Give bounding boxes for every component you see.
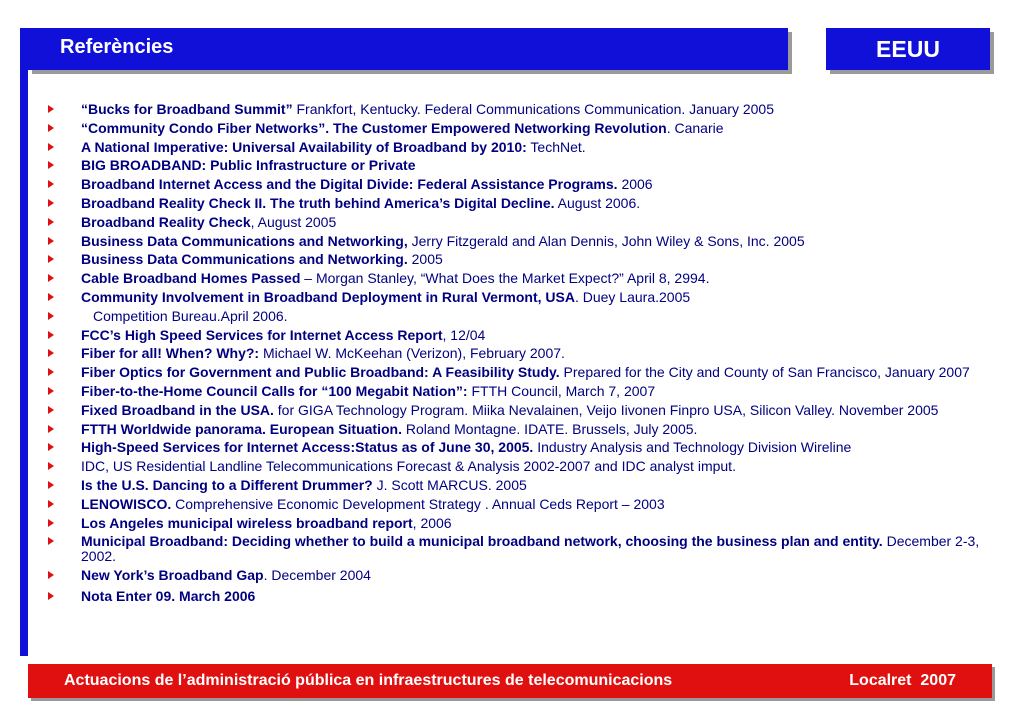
- footer-banner: [28, 664, 992, 698]
- list-item: Fixed Broadband in the USA. for GIGA Technology Program. Miika Nevalainen, Veijo Iivonen Finpro USA, Silicon Valley. November 2005: [48, 403, 998, 418]
- list-item: Fiber Optics for Government and Public Broadband: A Feasibility Study. Prepared for the City and County of San Francisco, January 2007: [48, 365, 998, 380]
- bullet-arrow-icon: [48, 537, 54, 545]
- list-item: High-Speed Services for Internet Access:Status as of June 30, 2005. Industry Analysis and Technology Division Wireline: [48, 440, 998, 455]
- bullet-arrow-icon: [48, 443, 54, 451]
- list-item: Nota Enter 09. March 2006: [48, 589, 998, 604]
- bullet-arrow-icon: [48, 331, 54, 339]
- bullet-arrow-icon: [48, 500, 54, 508]
- list-item: Competition Bureau.April 2006.: [48, 309, 998, 324]
- bullet-arrow-icon: [48, 143, 54, 151]
- bullet-arrow-icon: [48, 237, 54, 245]
- bullet-arrow-icon: [48, 199, 54, 207]
- bullet-arrow-icon: [48, 519, 54, 527]
- list-item: FTTH Worldwide panorama. European Situation. Roland Montagne. IDATE. Brussels, July 2005.: [48, 422, 998, 437]
- bullet-arrow-icon: [48, 105, 54, 113]
- list-item: Business Data Communications and Networking. 2005: [48, 252, 998, 267]
- list-item: Is the U.S. Dancing to a Different Drummer? J. Scott MARCUS. 2005: [48, 478, 998, 493]
- bullet-arrow-icon: [48, 592, 54, 600]
- list-item: Business Data Communications and Networking, Jerry Fitzgerald and Alan Dennis, John Wiley & Sons, Inc. 2005: [48, 234, 998, 249]
- list-item: IDC, US Residential Landline Telecommunications Forecast & Analysis 2002-2007 and IDC analyst imput.: [48, 459, 998, 474]
- bullet-arrow-icon: [48, 349, 54, 357]
- bullet-arrow-icon: [48, 312, 54, 320]
- bullet-arrow-icon: [48, 161, 54, 169]
- bullet-arrow-icon: [48, 406, 54, 414]
- bullet-arrow-icon: [48, 462, 54, 470]
- bullet-arrow-icon: [48, 274, 54, 282]
- bullet-arrow-icon: [48, 571, 54, 579]
- list-item: New York’s Broadband Gap. December 2004: [48, 568, 998, 583]
- bullet-arrow-icon: [48, 180, 54, 188]
- list-item: “Bucks for Broadband Summit” Frankfort, Kentucky. Federal Communications Communication. January 2005: [48, 102, 998, 117]
- title-banner: [28, 28, 788, 70]
- bullet-arrow-icon: [48, 387, 54, 395]
- bullet-arrow-icon: [48, 368, 54, 376]
- bullet-arrow-icon: [48, 218, 54, 226]
- bullet-arrow-icon: [48, 255, 54, 263]
- footer-title: Actuacions de l’administració pública en infraestructures de telecomunicacions: [64, 672, 673, 689]
- list-item: FCC’s High Speed Services for Internet Access Report, 12/04: [48, 328, 998, 343]
- list-item: Broadband Reality Check II. The truth behind America’s Digital Decline. August 2006.: [48, 196, 998, 211]
- list-item: Cable Broadband Homes Passed – Morgan Stanley, “What Does the Market Expect?” April 8, 2994.: [48, 271, 998, 286]
- reference-list: [48, 102, 998, 608]
- page-title: Referències: [60, 36, 174, 58]
- list-item: Community Involvement in Broadband Deployment in Rural Vermont, USA. Duey Laura.2005: [48, 290, 998, 305]
- list-item: Broadband Reality Check, August 2005: [48, 215, 998, 230]
- footer-event: Localret 2007: [849, 672, 956, 689]
- bullet-arrow-icon: [48, 425, 54, 433]
- bullet-arrow-icon: [48, 124, 54, 132]
- left-accent-bar: [20, 28, 28, 656]
- bullet-arrow-icon: [48, 481, 54, 489]
- list-item: “Community Condo Fiber Networks”. The Customer Empowered Networking Revolution. Canarie: [48, 121, 998, 136]
- list-item: Broadband Internet Access and the Digital Divide: Federal Assistance Programs. 2006: [48, 177, 998, 192]
- list-item: LENOWISCO. Comprehensive Economic Development Strategy . Annual Ceds Report – 2003: [48, 497, 998, 512]
- bullet-arrow-icon: [48, 293, 54, 301]
- list-item: BIG BROADBAND: Public Infrastructure or Private: [48, 158, 998, 173]
- country-label: EEUU: [876, 35, 940, 62]
- list-item: Los Angeles municipal wireless broadband report, 2006: [48, 516, 998, 531]
- list-item: Fiber-to-the-Home Council Calls for “100 Megabit Nation”: FTTH Council, March 7, 2007: [48, 384, 998, 399]
- list-item: Municipal Broadband: Deciding whether to build a municipal broadband network, choosing the business plan and entity. December 2-3, 2002.: [48, 534, 998, 564]
- list-item: Fiber for all! When? Why?: Michael W. McKeehan (Verizon), February 2007.: [48, 346, 998, 361]
- list-item: A National Imperative: Universal Availability of Broadband by 2010: TechNet.: [48, 140, 998, 155]
- country-banner: [826, 28, 990, 70]
